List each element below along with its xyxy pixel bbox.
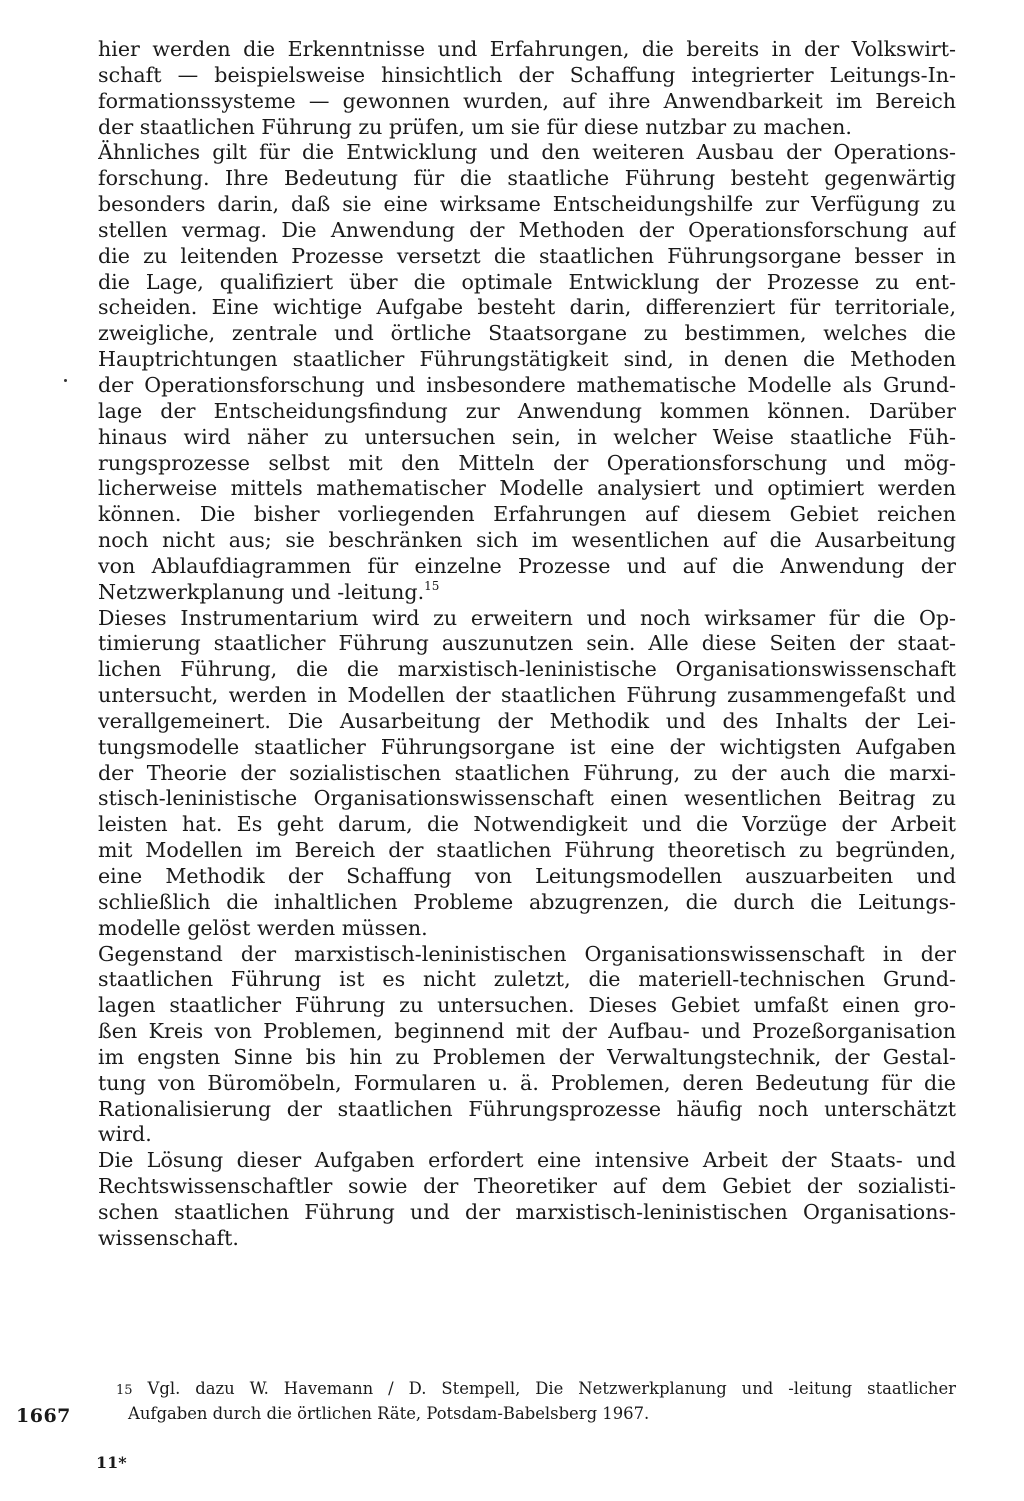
text-line: scheiden. Eine wichtige Aufgabe besteht darin, differenziert für territoriale,: [98, 295, 956, 320]
footnote: [116, 1376, 956, 1426]
text-line: können. Die bisher vorliegenden Erfahrungen auf diesem Gebiet reichen: [98, 502, 956, 527]
text-line: der Operationsforschung und insbesondere mathematische Modelle als Grund-: [98, 372, 956, 397]
text-line: schen staatlichen Führung und der marxistisch-leninistischen Organisations-: [98, 1199, 956, 1224]
footnote-text: Vgl. dazu W. Havemann / D. Stempell, Die Netzwerkplanung und -leitung staatlicher: [147, 1379, 956, 1398]
text-line: wird.: [98, 1122, 152, 1147]
footnote-number: 15: [116, 1383, 133, 1398]
text-line: stisch-leninistische Organisationswissenschaft einen wesentlichen Beitrag zu: [98, 786, 956, 811]
text-line: ßen Kreis von Problemen, beginnend mit der Aufbau- und Prozeßorganisation: [98, 1019, 956, 1044]
margin-dot: [64, 379, 67, 382]
text-line: leisten hat. Es geht darum, die Notwendigkeit und die Vorzüge der Arbeit: [98, 812, 956, 837]
text-line: wissenschaft.: [98, 1225, 239, 1250]
text-line: licherweise mittels mathematischer Modelle analysiert und optimiert werden: [98, 476, 956, 501]
text-line: im engsten Sinne bis hin zu Problemen der Verwaltungstechnik, der Gestal-: [98, 1044, 956, 1069]
text-line: Gegenstand der marxistisch-leninistischen Organisationswissenschaft in der: [98, 941, 956, 966]
text-line: tung von Büromöbeln, Formularen u. ä. Problemen, deren Bedeutung für die: [98, 1070, 956, 1095]
footnote-line: Aufgaben durch die örtlichen Räte, Potsdam-Babelsberg 1967.: [128, 1404, 650, 1423]
text-line: timierung staatlicher Führung auszunutzen sein. Alle diese Seiten der staat-: [98, 631, 956, 656]
text-line: besonders darin, daß sie eine wirksame Entscheidungshilfe zur Verfügung zu: [98, 192, 956, 217]
body-text: [98, 37, 956, 1252]
text-line: noch nicht aus; sie beschränken sich im wesentlichen auf die Ausarbeitung: [98, 528, 956, 553]
page-number: 1667: [16, 1405, 71, 1427]
text-line: forschung. Ihre Bedeutung für die staatliche Führung besteht gegenwärtig: [98, 166, 956, 191]
text-line: Die Lösung dieser Aufgaben erfordert eine intensive Arbeit der Staats- und: [98, 1148, 956, 1173]
signature-mark: 11*: [96, 1453, 127, 1472]
text-line: schließlich die inhaltlichen Probleme abzugrenzen, die durch die Leitungs-: [98, 889, 956, 914]
text-line: die Lage, qualifiziert über die optimale Entwicklung der Prozesse zu ent-: [98, 269, 956, 294]
text-line: formationssysteme — gewonnen wurden, auf ihre Anwendbarkeit im Bereich: [98, 88, 956, 113]
text-line-content: Netzwerkplanung und -leitung.: [98, 579, 425, 604]
text-line: Ähnliches gilt für die Entwicklung und den weiteren Ausbau der Operations-: [98, 140, 956, 165]
text-line: eine Methodik der Schaffung von Leitungsmodellen auszuarbeiten und: [98, 864, 956, 888]
text-line: Rationalisierung der staatlichen Führungsprozesse häufig noch unterschätzt: [98, 1096, 956, 1121]
text-line: zweigliche, zentrale und örtliche Staatsorgane zu bestimmen, welches die: [98, 321, 956, 346]
text-line: modelle gelöst werden müssen.: [98, 915, 428, 940]
text-line: lagen staatlicher Führung zu untersuchen. Dieses Gebiet umfaßt einen gro-: [98, 993, 956, 1018]
footnote-line: [116, 1376, 956, 1401]
text-line: hinaus wird näher zu untersuchen sein, in welcher Weise staatliche Füh-: [98, 424, 956, 449]
text-line: Hauptrichtungen staatlicher Führungstätigkeit sind, in denen die Methoden: [98, 347, 956, 372]
footnote-reference[interactable]: 15: [424, 579, 440, 593]
text-line: mit Modellen im Bereich der staatlichen Führung theoretisch zu begründen,: [98, 838, 956, 863]
text-line: untersucht, werden in Modellen der staatlichen Führung zusammengefaßt und: [98, 683, 956, 708]
text-line: stellen vermag. Die Anwendung der Methoden der Operationsforschung auf: [98, 217, 956, 242]
text-line: die zu leitenden Prozesse versetzt die staatlichen Führungsorgane besser in: [98, 243, 956, 268]
text-line: rungsprozesse selbst mit den Mitteln der Operationsforschung und mög-: [98, 450, 956, 475]
text-line: staatlichen Führung ist es nicht zuletzt, die materiell-technischen Grund-: [98, 967, 956, 992]
text-line: von Ablaufdiagrammen für einzelne Prozesse und auf die Anwendung der: [98, 553, 956, 578]
text-line: schaft — beispielsweise hinsichtlich der Schaffung integrierter Leitungs-In-: [98, 62, 956, 87]
text-line: lage der Entscheidungsfindung zur Anwendung kommen können. Darüber: [98, 398, 956, 423]
text-line: [98, 580, 956, 606]
text-line: verallgemeinert. Die Ausarbeitung der Methodik und des Inhalts der Lei-: [98, 708, 956, 733]
text-line: tungsmodelle staatlicher Führungsorgane ist eine der wichtigsten Aufgaben: [98, 734, 956, 759]
text-line: lichen Führung, die die marxistisch-leninistische Organisationswissenschaft: [98, 657, 956, 682]
text-line: der staatlichen Führung zu prüfen, um sie für diese nutzbar zu machen.: [98, 114, 852, 139]
text-line: hier werden die Erkenntnisse und Erfahrungen, die bereits in der Volkswirt-: [98, 37, 956, 61]
text-line: Rechtswissenschaftler sowie der Theoretiker auf dem Gebiet der sozialisti-: [98, 1174, 956, 1199]
text-line: der Theorie der sozialistischen staatlichen Führung, zu der auch die marxi-: [98, 760, 956, 785]
text-line: Dieses Instrumentarium wird zu erweitern und noch wirksamer für die Op-: [98, 605, 956, 630]
